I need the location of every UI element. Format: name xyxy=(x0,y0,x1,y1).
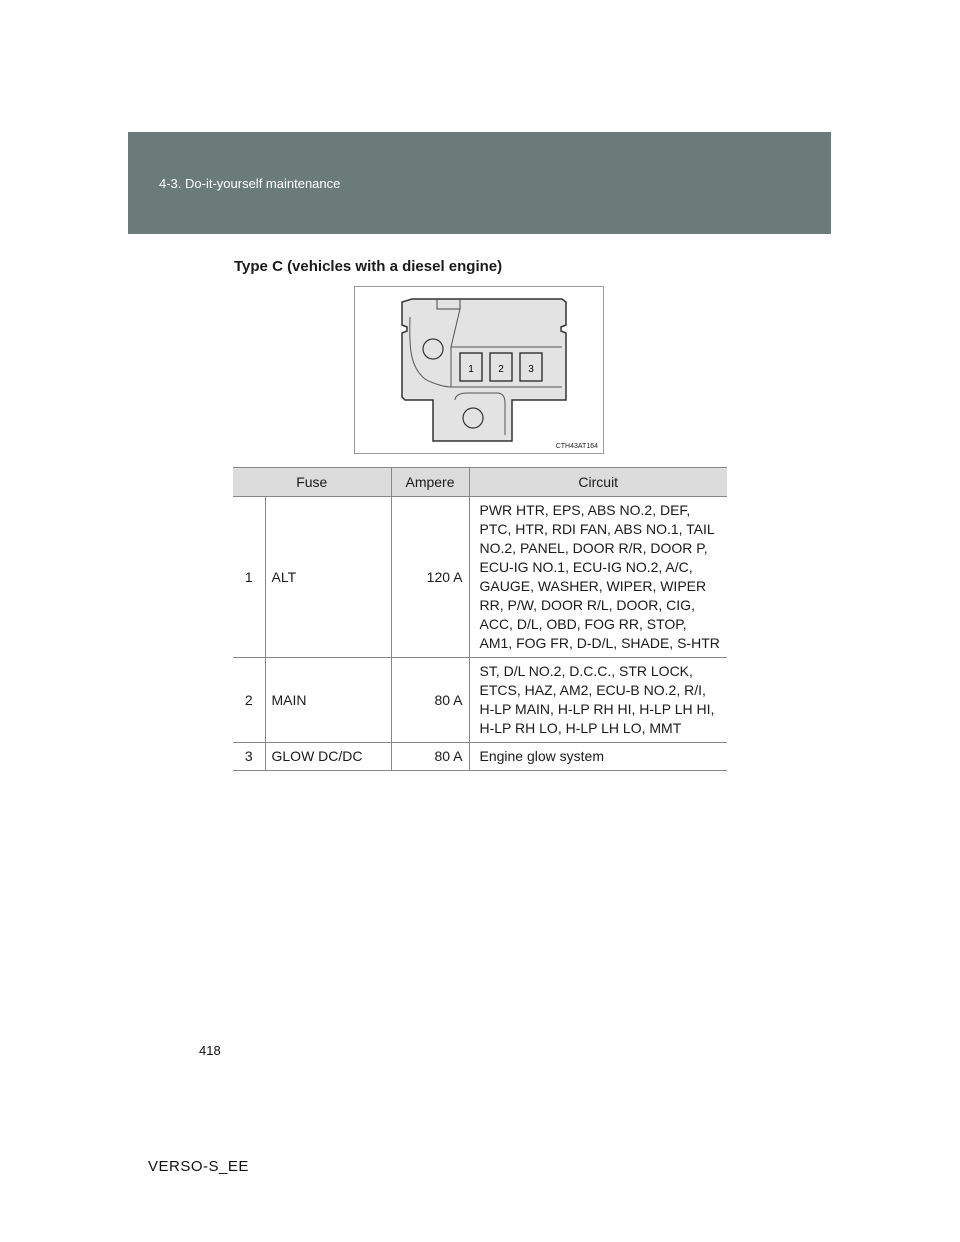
header-ampere: Ampere xyxy=(391,468,469,497)
table-row xyxy=(233,743,727,771)
fuse-2-label: 2 xyxy=(498,364,504,375)
fuse-number: 1 xyxy=(233,497,265,658)
fuse-ampere: 120 A xyxy=(391,497,469,658)
fuse-name: ALT xyxy=(265,497,391,658)
fuse-table xyxy=(233,467,727,771)
fuse-name: MAIN xyxy=(265,658,391,743)
subheading: Type C (vehicles with a diesel engine) xyxy=(234,258,503,275)
fuse-circuit: ST, D/L NO.2, D.C.C., STR LOCK, ETCS, HAZ, AM2, ECU-B NO.2, R/I, H-LP MAIN, H-LP RH HI, H-LP LH HI, H-LP RH LO, H-LP LH LO, MMT xyxy=(469,658,727,743)
fuse-circuit: Engine glow system xyxy=(469,743,727,771)
page-number: 418 xyxy=(199,1043,221,1058)
footer-model-code: VERSO-S_EE xyxy=(148,1158,249,1175)
table-row xyxy=(233,658,727,743)
table-header-row xyxy=(233,468,727,497)
fuse-number: 3 xyxy=(233,743,265,771)
fuse-circuit: PWR HTR, EPS, ABS NO.2, DEF, PTC, HTR, RDI FAN, ABS NO.1, TAIL NO.2, PANEL, DOOR R/R, DOOR P, ECU-IG NO.1, ECU-IG NO.2, A/C, GAUGE, WASHER, WIPER, WIPER RR, P/W, DOOR R/L, DOOR, CIG, ACC, D/L, OBD, FOG RR, STOP, AM1, FOG FR, D-D/L, SHADE, S-HTR xyxy=(469,497,727,658)
header-fuse: Fuse xyxy=(233,468,391,497)
fuse-number: 2 xyxy=(233,658,265,743)
fuse-box-illustration xyxy=(355,287,605,455)
fuse-3-label: 3 xyxy=(528,364,534,375)
fuse-3 xyxy=(520,353,542,381)
fuse-ampere: 80 A xyxy=(391,658,469,743)
table-row xyxy=(233,497,727,658)
fuse-name: GLOW DC/DC xyxy=(265,743,391,771)
fuse-ampere: 80 A xyxy=(391,743,469,771)
fuse-1 xyxy=(460,353,482,381)
fuse-box-diagram xyxy=(354,286,604,454)
figure-code: CTH43AT164 xyxy=(555,443,598,450)
fuse-1-label: 1 xyxy=(468,364,474,375)
section-title: 4-3. Do-it-yourself maintenance xyxy=(159,176,341,191)
section-header-band xyxy=(128,132,831,234)
fuse-2 xyxy=(490,353,512,381)
header-circuit: Circuit xyxy=(469,468,727,497)
